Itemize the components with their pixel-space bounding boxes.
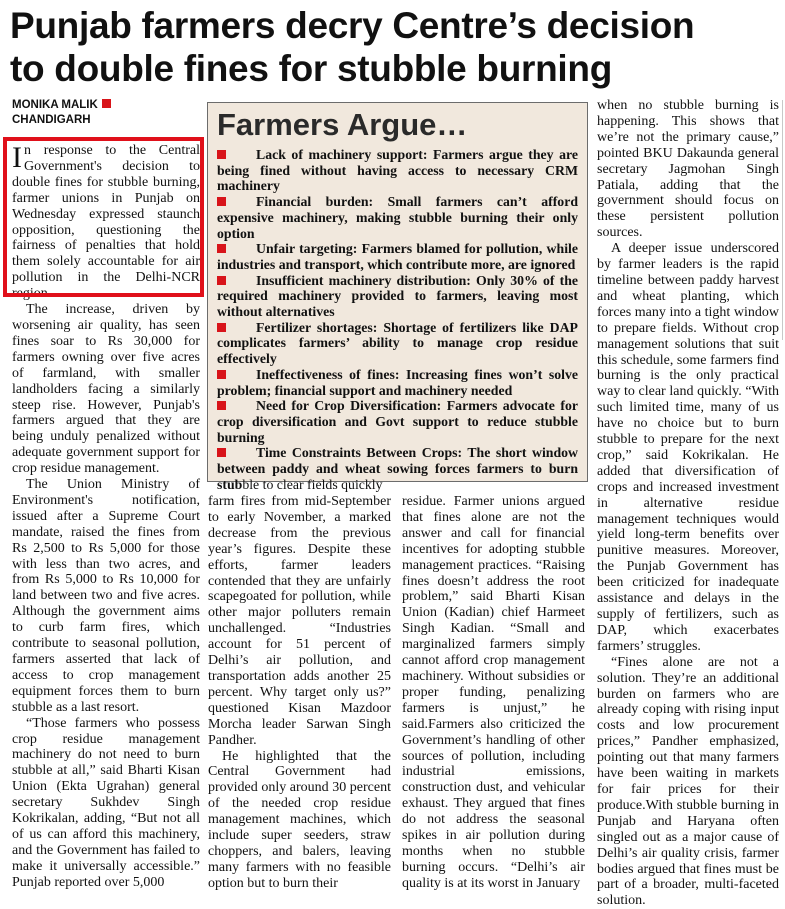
article-column-2 <box>208 494 391 892</box>
column-divider <box>782 100 783 340</box>
red-bullet-icon <box>217 323 226 332</box>
paragraph: A deeper issue underscored by farmer leaders is the rapid timeline between paddy harvest and wheat planting, which forces many into a tight window to prepare fields. Without crop management solutions that suit this schedule, some farmers find burning is the only practical way to clear land quickly. “With such limited time, many of us have no choice but to burn stubble to prepare for the next crop,” said Kokrikalan. He added that diversification of crops and increased investment in alternative residue management techniques would yield long-term benefits over punitive measures. Moreover, the Punjab Government has been criticized for inadequate assistance and delays in the supply of fertilizers, such as DAP, which exacerbates farmers’ struggles. <box>597 241 779 654</box>
red-bullet-icon <box>217 370 226 379</box>
headline <box>10 4 780 90</box>
dateline: CHANDIGARH <box>12 114 91 126</box>
red-bullet-icon <box>217 197 226 206</box>
article-column-4 <box>597 98 779 909</box>
list-item: Lack of machinery support: Farmers argue they are being fined without having access to necessary CRM machinery <box>217 147 578 194</box>
red-square-icon <box>102 99 111 108</box>
red-bullet-icon <box>217 276 226 285</box>
author-name: MONIKA MALIK <box>12 99 98 111</box>
red-bullet-icon <box>217 401 226 410</box>
paragraph: “Fines alone are not a solution. They’re an additional burden on farmers who are already coping with rising input costs and low procurement prices,” Pandher emphasized, pointing out that many farmers have been waiting in markets for fair prices for their produce.With stubble burning in Punjab and Haryana often singled out as a major cause of Delhi’s air quality crisis, farmer bodies argued that fines must be part of a broader, multi-faceted solution. <box>597 654 779 909</box>
byline <box>12 98 202 128</box>
red-bullet-icon <box>217 150 226 159</box>
paragraph: The increase, driven by worsening air quality, has seen fines soar to Rs 30,000 for farmers owning over five acres of farmland, with smaller landholders facing a similarly steep rise. However, Punjab's farmers argued that they are being unduly penalized without adequate government support for crop residue management. <box>12 302 200 477</box>
paragraph: when no stubble burning is happening. This shows that we’re not the primary cause,” pointed BKU Dakaunda general secretary Jagmohan Singh Patiala, adding that the government should focus on these persistent pollution sources. <box>597 98 779 241</box>
sidebar-farmers-argue <box>207 102 588 492</box>
paragraph: “Those farmers who possess crop residue management machinery do not need to burn stubble at all,” said Bharti Kisan Union (Ekta Ugrahan) general secretary Sukhdev Singh Kokrikalan, adding, “But not all of us can afford this machinery, and the Government has failed to make it universally accessible.” Punjab reported over 5,000 <box>12 715 200 890</box>
article-column-3 <box>402 494 585 892</box>
paragraph: The Union Ministry of Environment's notification, issued after a Supreme Court mandate, raised the fines from Rs 2,500 to Rs 5,000 for those with less than two acres, and from Rs 5,000 to Rs 10,000 for land between two and five acres. Although the government aims to curb farm fires, which contribute to seasonal pollution, farmers asserted that lack of access to crop management equipment forces them to burn stubble as a last resort. <box>12 477 200 715</box>
drop-cap: I <box>12 141 22 174</box>
paragraph: He highlighted that the Central Government had provided only around 30 percent of the needed crop residue management machines, which include super seeders, straw choppers, and balers, leaving many farmers with no feasible option but to burn their <box>208 748 391 891</box>
paragraph: farm fires from mid-September to early November, a marked decrease from the previous year’s figures. Despite these efforts, farmer leaders contended that they are unfairly scapegoated for pollution, while other major polluters remain unchallenged. “Industries account for 51 percent of Delhi’s air pollution, and transportation adds another 25 percent. Why target only us?” questioned Kisan Mazdoor Morcha leader Sarwan Singh Pandher. <box>208 494 391 748</box>
paragraph: residue. Farmer unions argued that fines alone are not the answer and call for financial incentives for adopting stubble management practices. “Raising fines doesn’t address the root problem,” said Bharti Kisan Union (Kadian) chief Harmeet Singh Kadian. “Small and marginalized farmers simply cannot afford crop management machinery. Without subsidies or proper funding, penalizing farmers is unjust,” he said.Farmers also criticized the Government’s handling of other sources of pollution, including industrial emissions, construction dust, and vehicular exhaust. They argued that fines do not address the seasonal spikes in air pollution during months when no stubble burning occurs. “Delhi’s air quality is at its worst in January <box>402 494 585 891</box>
red-bullet-icon <box>217 244 226 253</box>
list-item: Unfair targeting: Farmers blamed for pollution, while industries and transport, which contribute more, are ignored <box>217 241 578 272</box>
lead-paragraph: In response to the Central Government's decision to double fines for stubble burning, farmer unions in Punjab on Wednesday expressed staunch opposition, questioning the fairness of penalties that hold them solely accountable for air pollution in the Delhi-NCR region. <box>12 141 200 302</box>
headline-line-2: to double fines for stubble burning <box>10 48 613 89</box>
sidebar-list <box>217 147 578 492</box>
list-item: Fertilizer shortages: Shortage of fertilizers like DAP complicates farmers’ ability to manage crop residue effectively <box>217 319 578 367</box>
list-item: Ineffectiveness of fines: Increasing fines won’t solve problem; financial support and machinery needed <box>217 366 578 398</box>
red-bullet-icon <box>217 448 226 457</box>
highlight-box <box>3 137 204 297</box>
list-item: Time Constraints Between Crops: The short window between paddy and wheat sowing forces farmers to burn stubble to clear fields quickly <box>217 445 578 492</box>
list-item: Insufficient machinery distribution: Only 30% of the required machinery provided to farmers, leaving most without alternatives <box>217 272 578 320</box>
list-item: Need for Crop Diversification: Farmers advocate for crop diversification and Govt support to reduce stubble burning <box>217 398 578 445</box>
list-item: Financial burden: Small farmers can’t afford expensive machinery, making stubble burning their only option <box>217 194 578 241</box>
headline-line-1: Punjab farmers decry Centre’s decision <box>10 5 695 46</box>
sidebar-title: Farmers Argue… <box>217 107 468 142</box>
